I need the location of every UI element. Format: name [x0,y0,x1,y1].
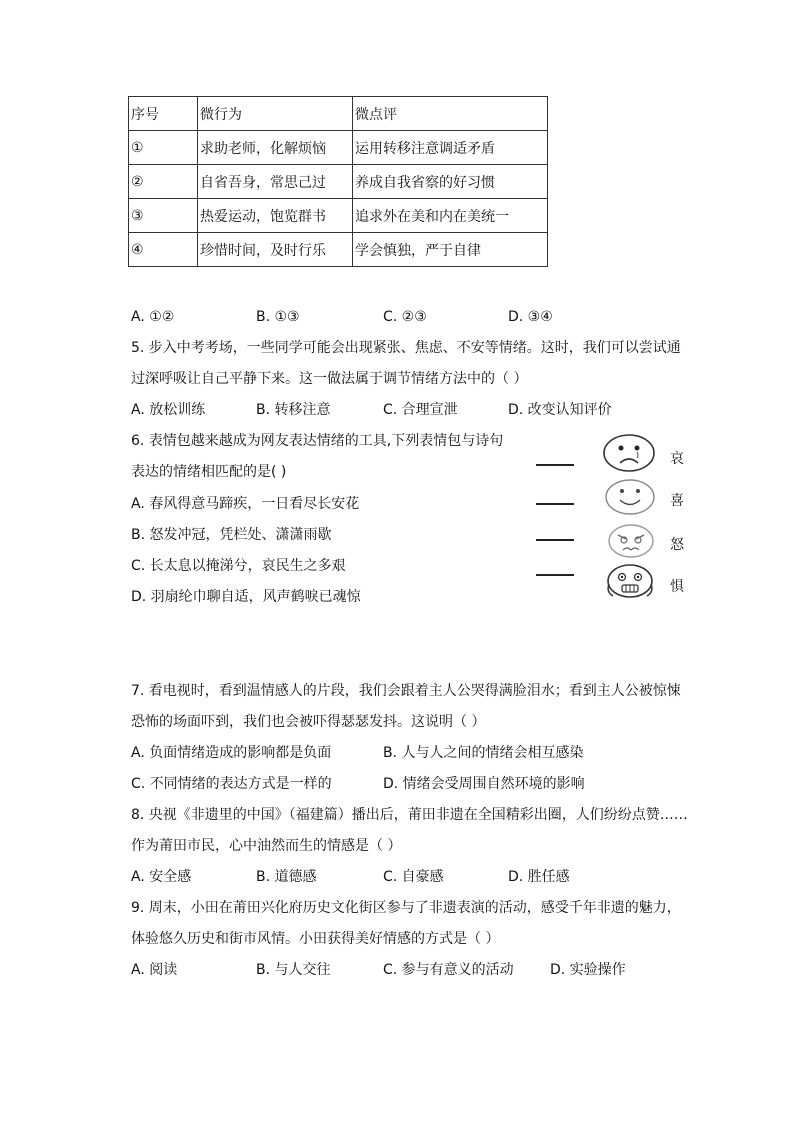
table-row [129,233,548,267]
table-cell: 养成自我省察的好习惯 [353,165,548,199]
q8-option-d[interactable]: D. 胜任感 [508,869,570,885]
q6-stem-line1: 6. 表情包越来越成为网友表达情绪的工具,下列表情包与诗句 [131,433,504,449]
sad-face-icon [602,432,656,474]
q6-option-b[interactable]: B. 怒发冲冠，凭栏处、潇潇雨歇 [131,527,332,543]
q9-stem-line1: 9. 周末，小田在莆田兴化府历史文化街区参与了非遗表演的活动，感受千年非遗的魅力， [131,900,681,916]
table-header-cell: 微点评 [353,97,548,131]
q7-option-d[interactable]: D. 情绪会受周围自然环境的影响 [383,776,585,792]
q9-option-b[interactable]: B. 与人交往 [256,962,331,978]
q4-option-b[interactable]: B. ①③ [256,309,300,325]
q5-stem-line1: 5. 步入中考考场，一些同学可能会出现紧张、焦虑、不安等情绪。这时，我们可以尝试通 [131,340,681,356]
table-row [129,165,548,199]
q8-option-a[interactable]: A. 安全感 [131,869,192,885]
q6-stem-line2: 表达的情绪相匹配的是( ) [131,464,287,480]
q4-option-a[interactable]: A. ①② [131,309,175,325]
blank-line [536,574,574,576]
q8-option-c[interactable]: C. 自豪感 [383,869,444,885]
q5-stem-line2: 过深呼吸让自己平静下来。这一做法属于调节情绪方法中的（ ） [131,371,528,387]
happy-face-icon [603,476,657,518]
q9-option-a[interactable]: A. 阅读 [131,962,178,978]
q6-option-d[interactable]: D. 羽扇纶巾聊自适，风声鹤唳已魂惊 [131,589,361,605]
table-header-cell: 微行为 [198,97,353,131]
q9-option-d[interactable]: D. 实验操作 [550,962,626,978]
table-cell: 学会慎独，严于自律 [353,233,548,267]
q6-option-a[interactable]: A. 春风得意马蹄疾，一日看尽长安花 [131,496,360,512]
q7-option-b[interactable]: B. 人与人之间的情绪会相互感染 [383,745,584,761]
q6-option-c[interactable]: C. 长太息以掩涕兮，哀民生之多艰 [131,558,346,574]
table-header-row [129,97,548,131]
table-header-cell: 序号 [129,97,198,131]
emoji-label-sad: 哀 [670,451,684,467]
table-cell: ① [129,131,198,165]
table-cell: ② [129,165,198,199]
blank-line [536,503,574,505]
table-cell: 自省吾身，常思己过 [198,165,353,199]
q9-stem-line2: 体验悠久历史和街市风情。小田获得美好情感的方式是（ ） [131,931,500,947]
table-cell: 热爱运动，饱览群书 [198,199,353,233]
q4-option-d[interactable]: D. ③④ [508,309,553,325]
angry-face-icon [606,521,656,561]
emoji-label-happy: 喜 [670,493,684,509]
q7-option-a[interactable]: A. 负面情绪造成的影响都是负面 [131,745,332,761]
table-cell: 追求外在美和内在美统一 [353,199,548,233]
q4-option-c[interactable]: C. ②③ [383,309,427,325]
q5-option-c[interactable]: C. 合理宣泄 [383,402,458,418]
emoji-label-angry: 怒 [670,537,684,553]
q8-stem-line1: 8. 央视《非遗里的中国》（福建篇）播出后，莆田非遗在全国精彩出圈，人们纷纷点赞…… [131,807,688,823]
q7-stem-line1: 7. 看电视时，看到温情感人的片段，我们会跟着主人公哭得满脸泪水；看到主人公被惊悚 [131,683,681,699]
table-row [129,199,548,233]
q5-option-b[interactable]: B. 转移注意 [256,402,331,418]
q7-option-c[interactable]: C. 不同情绪的表达方式是一样的 [131,776,332,792]
table-cell: 珍惜时间，及时行乐 [198,233,353,267]
q8-option-b[interactable]: B. 道德感 [256,869,317,885]
q5-option-d[interactable]: D. 改变认知评价 [508,402,612,418]
blank-line [536,539,574,541]
q7-stem-line2: 恐怖的场面吓到，我们也会被吓得瑟瑟发抖。这说明（ ） [131,714,486,730]
behavior-table [128,96,548,267]
q9-option-c[interactable]: C. 参与有意义的活动 [383,962,514,978]
table-row [129,131,548,165]
blank-line [536,464,574,466]
scared-face-icon [604,562,656,602]
table-cell: ④ [129,233,198,267]
table-cell: 求助老师，化解烦恼 [198,131,353,165]
table-cell: ③ [129,199,198,233]
q5-option-a[interactable]: A. 放松训练 [131,402,206,418]
table-cell: 运用转移注意调适矛盾 [353,131,548,165]
emoji-label-fear: 惧 [670,579,684,595]
q8-stem-line2: 作为莆田市民，心中油然而生的情感是（ ） [131,838,402,854]
